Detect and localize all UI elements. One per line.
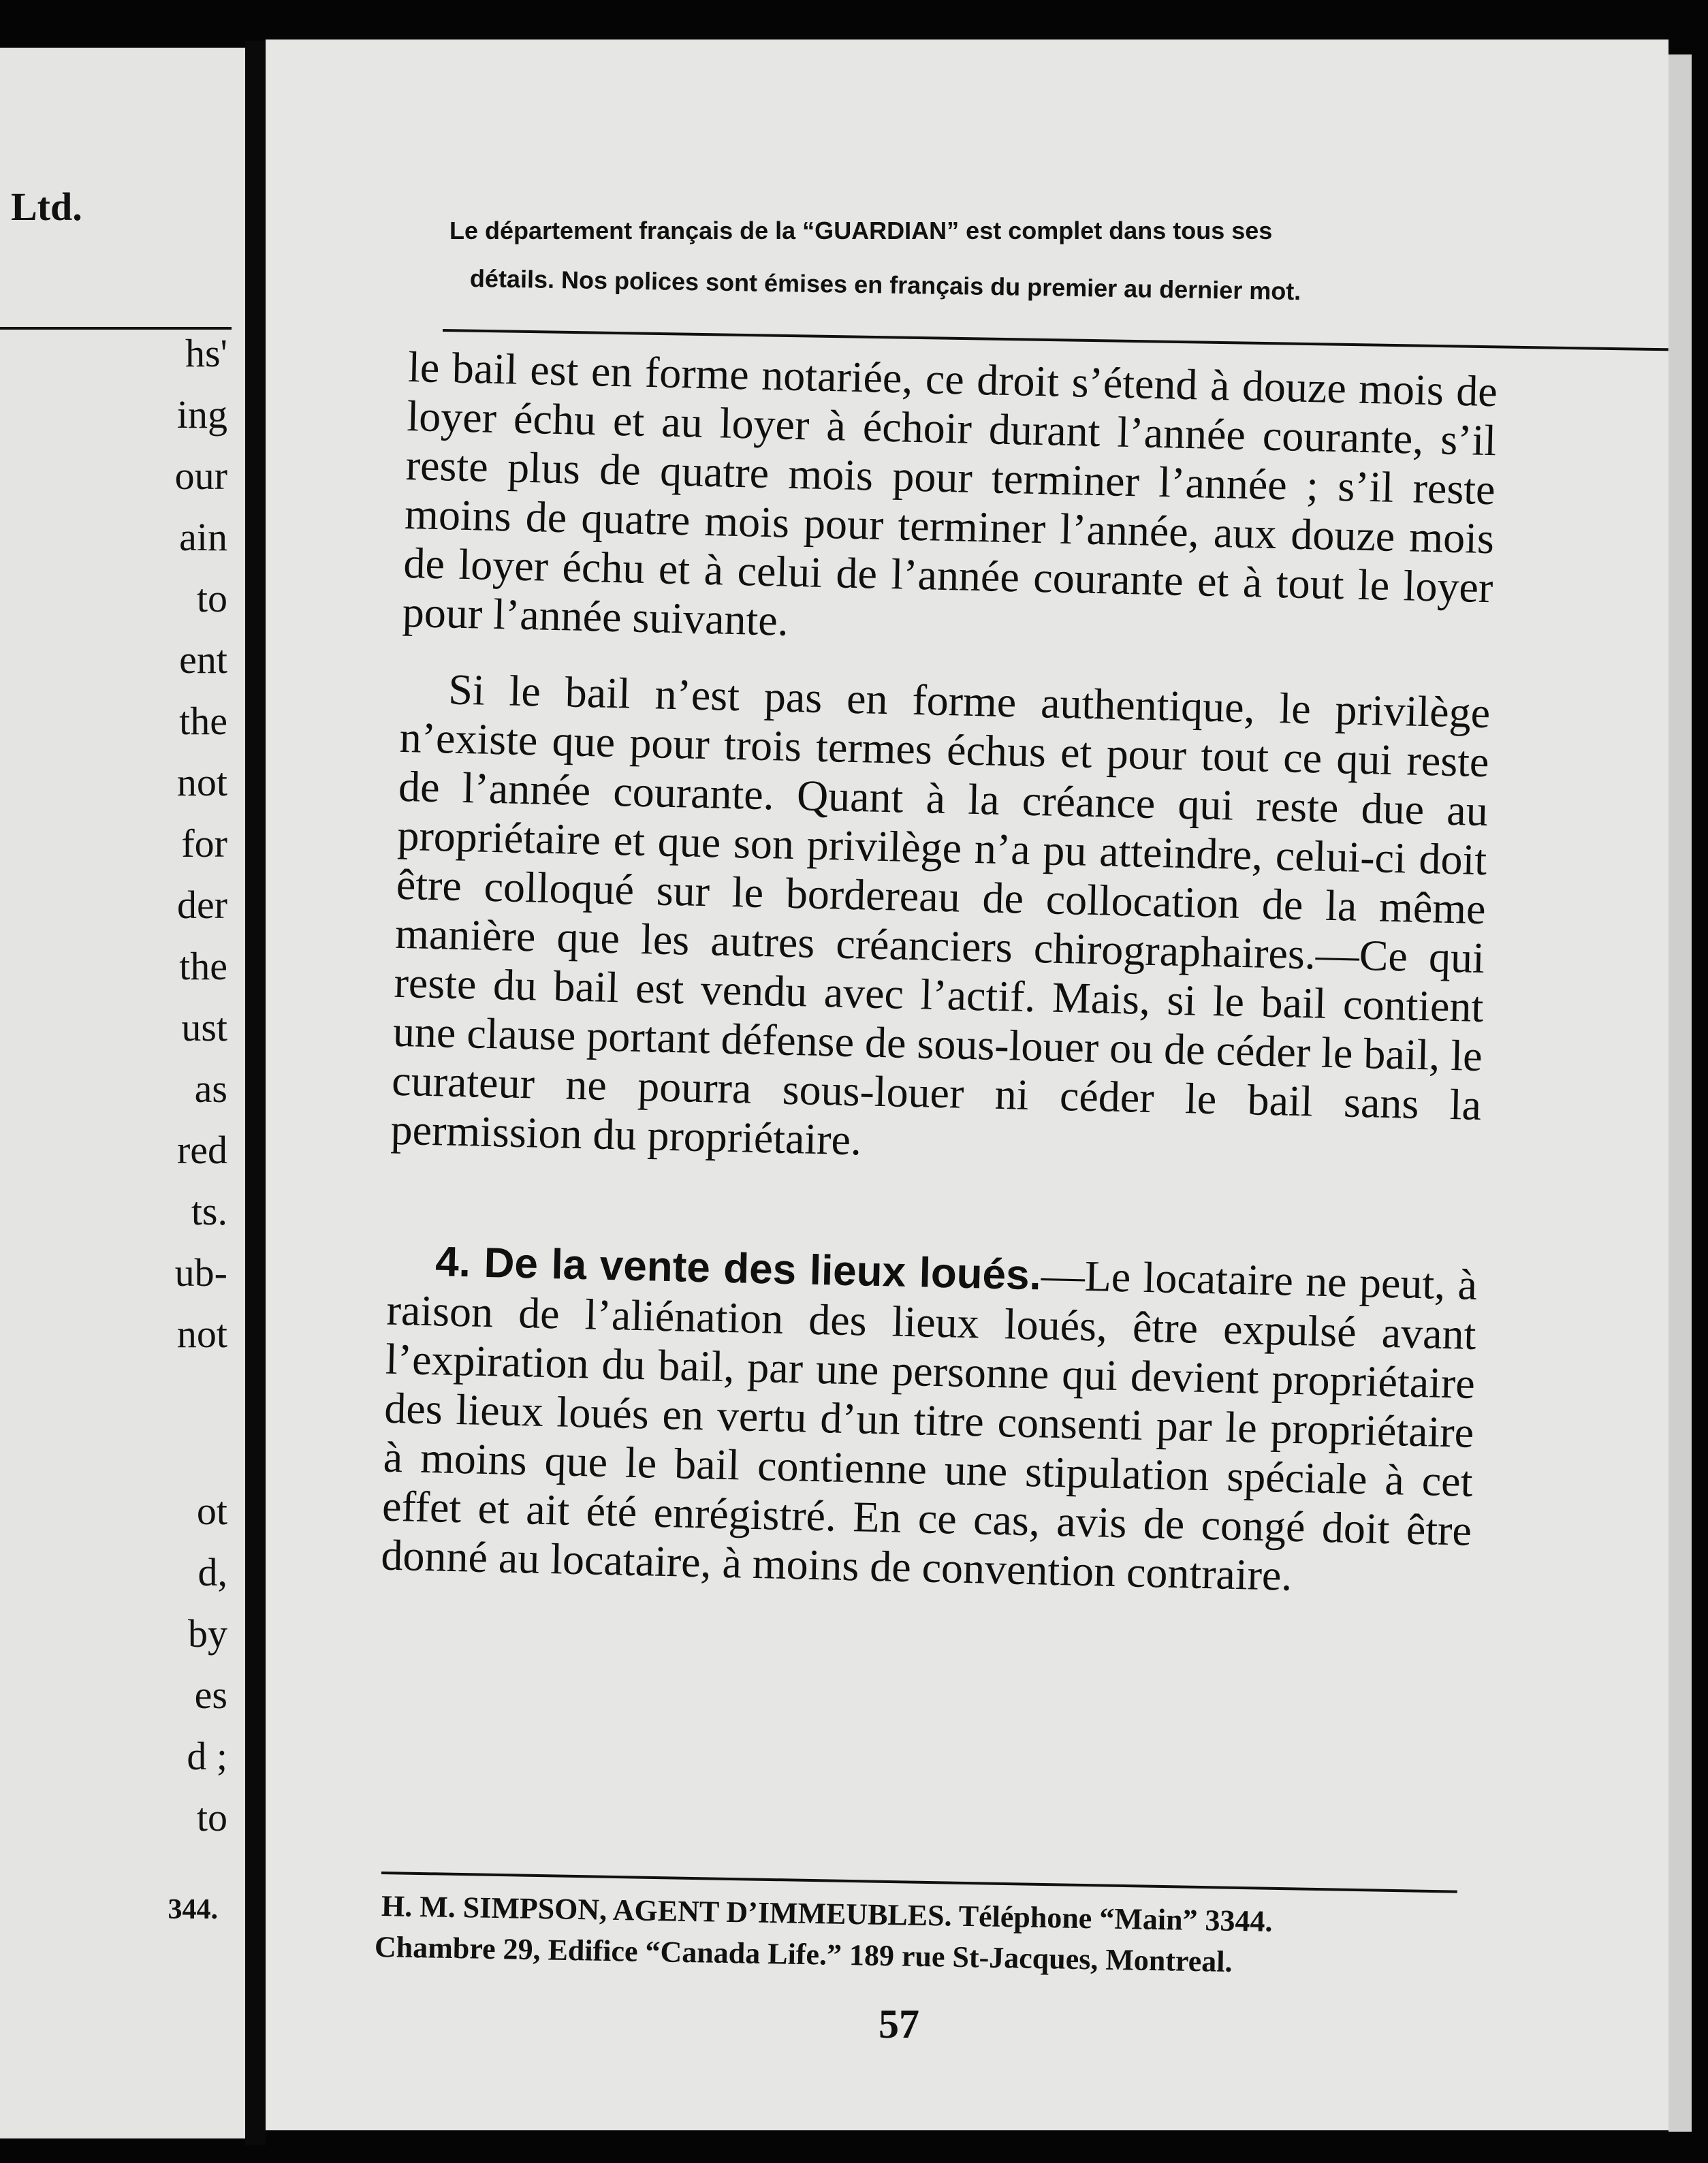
left-line-fragment: ts. <box>191 1189 227 1233</box>
left-line-fragment: es <box>194 1673 227 1717</box>
footer-line-1: H. M. SIMPSON, AGENT D’IMMEUBLES. Téléphone “Main” 3344. <box>381 1889 1273 1938</box>
body-text <box>380 343 1498 1632</box>
left-line-fragment: as <box>194 1067 227 1111</box>
footer-rule <box>381 1872 1457 1893</box>
footer-line-2: Chambre 29, Edifice “Canada Life.” 189 rue St-Jacques, Montreal. <box>374 1930 1233 1978</box>
page-edge <box>1669 54 1692 2132</box>
section-title: 4. De la vente des lieux loués. <box>434 1238 1042 1299</box>
paragraph-1: le bail est en forme notariée, ce droit s’étend à douze mois de loyer échu et au loyer à échoir durant l’année courante, s’il reste plus de quatre mois pour terminer l’année ; s’il reste moins de quatre mois pour terminer l’année, aux douze mois de loyer échu et à celui de l’année courante et à tout le loyer pour l’année suivante. <box>402 343 1498 645</box>
page-number: 57 <box>879 2002 919 2047</box>
left-line-fragment: our <box>174 454 227 498</box>
left-line-fragment: ain <box>179 515 227 559</box>
left-line-fragment: hs' <box>185 331 227 375</box>
left-line-fragment: ust <box>181 1005 227 1049</box>
header-line-1: Le département français de la “GUARDIAN” est complet dans tous ses <box>449 217 1273 244</box>
left-line-fragment: ent <box>179 637 227 682</box>
paragraph-2: Si le bail n’est pas en forme authentique, le privilège n’existe que pour trois termes échus et pour tout ce qui reste de l’année courante. Quant à la créance qui reste due au propriétaire et que son privilège n’a pu atteindre, celui-ci doit être colloqué sur le bordereau de collocation de la même manière que les autres créanciers chirographaires.—Ce qui reste du bail est vendu avec l’actif. Mais, si le bail contient une clause portant défense de sous-louer ou de céder le bail, le curateur ne pourra sous-louer ni céder le bail sans la permission du propriétaire. <box>390 665 1491 1165</box>
paragraph-3 <box>381 1236 1478 1605</box>
left-line-fragment: the <box>179 699 227 743</box>
left-line-fragment: red <box>176 1128 227 1172</box>
left-line-fragment: ub- <box>174 1250 227 1295</box>
left-line-fragment: d ; <box>187 1734 227 1778</box>
left-line-fragment: to <box>196 1795 227 1840</box>
left-line-fragment: the <box>179 944 227 988</box>
left-line-fragment: ot <box>196 1489 227 1533</box>
left-line-fragment: not <box>176 1312 227 1356</box>
left-line-fragment: der <box>176 883 227 927</box>
left-line-fragment: for <box>181 821 227 866</box>
left-line-fragment: by <box>188 1611 227 1656</box>
left-header-rule <box>0 327 232 330</box>
right-page <box>266 40 1669 2130</box>
left-footer-fragment: 344. <box>168 1894 218 1925</box>
left-line-fragment: ing <box>176 392 227 437</box>
book-gutter <box>245 41 266 2145</box>
left-line-fragment: to <box>196 576 227 620</box>
section-text: —Le locataire ne peut, à raison de l’aliénation des lieux loués, être expulsé avant l’expiration du bail, par une personne qui devient propriétaire des lieux loués en vertu d’un titre consenti par le propriétaire à moins que le bail contienne une stipulation spéciale à cet effet et ait été enrégistré. En ce cas, avis de congé doit être donné au locataire, à moins de convention contraire. <box>380 1250 1478 1600</box>
left-page <box>0 48 245 2138</box>
left-header-fragment: Ltd. <box>11 185 82 229</box>
left-line-fragment: not <box>176 760 227 804</box>
left-line-fragment: d, <box>197 1550 227 1594</box>
header-line-2: détails. Nos polices sont émises en français du premier au dernier mot. <box>469 264 1301 306</box>
